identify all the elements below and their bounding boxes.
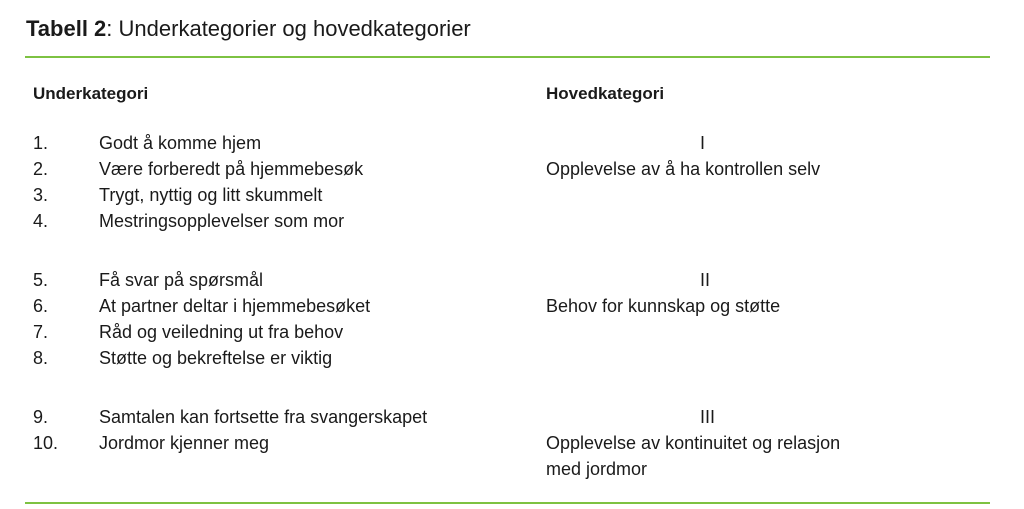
bottom-rule [25, 502, 990, 504]
item-number: 10. [33, 433, 59, 453]
main-category-text: Behov for kunnskap og støtte [546, 296, 781, 316]
subcategory-text: Støtte og bekreftelse er viktig [99, 348, 333, 368]
main-category-text: Opplevelse av kontinuitet og relasjon [546, 433, 841, 453]
subcategory-text: Trygt, nyttig og litt skummelt [99, 185, 323, 205]
item-number: 1. [33, 133, 49, 153]
main-category-text-continued: med jordmor [546, 459, 648, 479]
main-category-numeral: I [700, 133, 706, 153]
subcategory-text: Få svar på spørsmål [99, 270, 264, 290]
item-number: 5. [33, 270, 49, 290]
main-category-numeral: III [700, 407, 716, 427]
subcategory-text: Være forberedt på hjemmebesøk [99, 159, 364, 179]
subcategory-text: At partner deltar i hjemmebesøket [99, 296, 371, 316]
item-number: 7. [33, 322, 49, 342]
item-number: 9. [33, 407, 49, 427]
subcategory-text: Godt å komme hjem [99, 133, 262, 153]
subcategory-text: Mestringsopplevelser som mor [99, 211, 345, 231]
subcategory-text: Jordmor kjenner meg [99, 433, 270, 453]
title-separator: : [106, 16, 113, 41]
subcategory-text: Samtalen kan fortsette fra svangerskapet [99, 407, 428, 427]
main-category-text: Opplevelse av å ha kontrollen selv [546, 159, 821, 179]
main-category-numeral: II [700, 270, 711, 290]
column-header-subcategory: Underkategori [33, 84, 149, 103]
item-number: 2. [33, 159, 49, 179]
table-label: Tabell 2 [26, 16, 107, 41]
subcategory-text: Råd og veiledning ut fra behov [99, 322, 344, 342]
item-number: 3. [33, 185, 49, 205]
item-number: 6. [33, 296, 49, 316]
top-rule [25, 56, 990, 58]
item-number: 8. [33, 348, 49, 368]
table-caption: Underkategorier og hovedkategorier [112, 16, 471, 41]
column-header-main-category: Hovedkategori [546, 84, 665, 103]
item-number: 4. [33, 211, 49, 231]
table-title [26, 14, 471, 44]
